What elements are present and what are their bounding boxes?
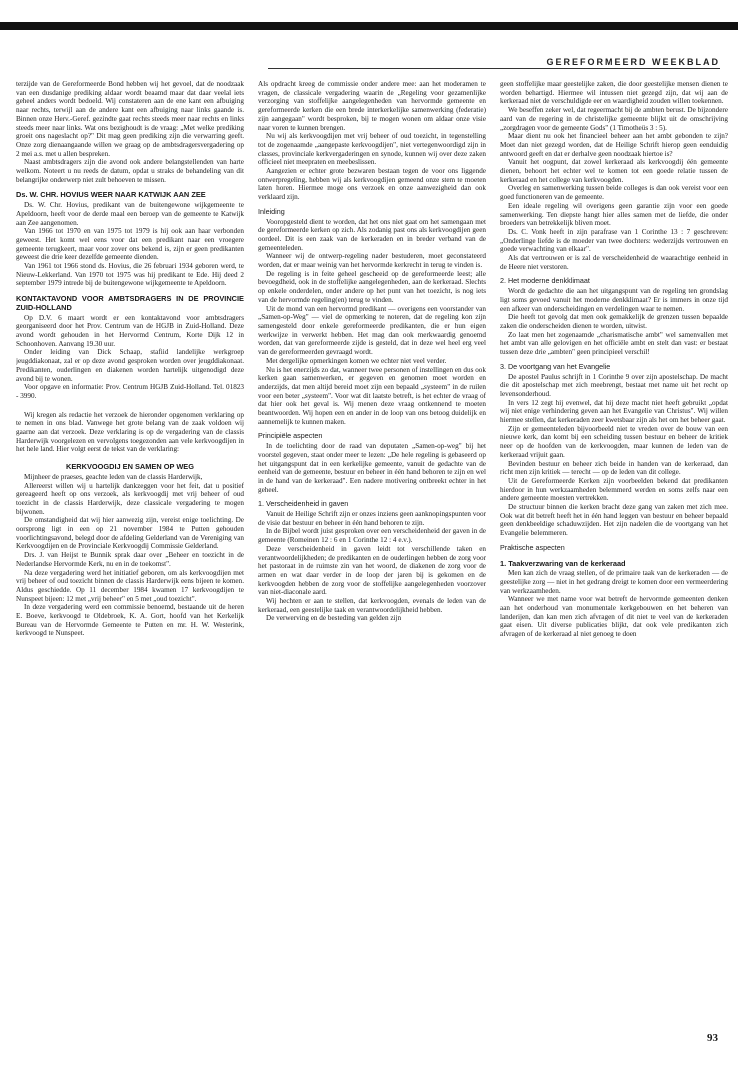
subsection-heading: 1. Taakverzwaring van de kerkeraad bbox=[500, 558, 626, 568]
paragraph: In deze vergadering werd een commissie benoemd, bestaande uit de heren E. Boeve, kerkvoogd te Oldebroek, K. A. Gort, hoofd van het Kerkelijk Bureau van de Hervormde Gemeente te Putten en mr. H. W. Westerink, kerkvoogd te Nunspeet. bbox=[16, 603, 244, 638]
section-heading: Ds. W. CHR. HOVIUS WEER NAAR KATWIJK AAN ZEE bbox=[16, 190, 206, 200]
paragraph: Vooropgesteld dient te worden, dat het ons niet gaat om het samengaan met de gereformeerde kerken op zich. Als zodanig past ons als kerkvoogdijen geen oordeel. Dit is een zaak van de kerkeraden en in breder verband van de gemeenteleden. bbox=[258, 217, 486, 252]
paragraph: Wanneer wij de ontwerp-regeling nader bestuderen, moet geconstateerd worden, dat er maar weinig van het hervormde kerkrecht in terug te vinden is. bbox=[258, 252, 486, 270]
paragraph: De omstandigheid dat wij hier aanwezig zijn, vereist enige toelichting. De oorsprong ligt in een op 21 november 1984 te Putten gehouden voorlichtingsavond, belegd door de afdeling Gelderland van de Vereniging van Kerkvoogdijen en de Provinciale Kerkvoogdij Commissie Gelderland. bbox=[16, 516, 244, 551]
paragraph: Bevinden bestuur en beheer zich beide in handen van de kerkeraad, dan richt men zijn kritiek — terecht — op de leden van dit college. bbox=[500, 459, 728, 477]
column-1 bbox=[16, 80, 244, 1040]
subsection-heading: 3. De voortgang van het Evangelie bbox=[500, 361, 611, 371]
paragraph: Nu is het enerzijds zo dat, wanneer twee personen of instellingen en dus ook kerken gaan samenwerken, er gegeven en genomen moet worden en anderzijds, dat men altijd bereid moet zijn een bepaald „systeem" in de ruilen voor een beter „systeem". Voor wat dit laatste betreft, is het echter de vraag of dat hier ook het geval is. Wij menen deze vraag ontkennend te moeten beantwoorden. Wij hopen een en ander in de loop van ons betoog duidelijk en aannemelijk te kunnen maken. bbox=[258, 365, 486, 426]
paragraph: Maar dient nu ook het financieel beheer aan het ambt gebonden te zijn? Moet dan niet gezegd worden, dat de Heilige Schrift hierop geen eenduidig antwoord geeft en dat er derhalve geen noodzaak hiertoe is? bbox=[500, 132, 728, 158]
paragraph: Als opdracht kreeg de commissie onder andere mee: aan het moderamen te vragen, de classicale vergadering waarin de „Regeling voor gezamenlijke verzorging van stoffelijke aangelegenheden van hervormde gemeente en gereformeerde kerken die een brede interkerkelijke samenwerking (federatie) zijn aangegaan" wordt besproken, bij te mogen wonen om aldaar onze visie naar voren te kunnen brengen. bbox=[258, 80, 486, 132]
paragraph: Overleg en samenwerking tussen beide colleges is dan ook vereist voor een goed functioneren van de gemeente. bbox=[500, 184, 728, 202]
paragraph: In vers 12 zegt hij evenwel, dat hij deze macht niet heeft gebruikt „opdat wij niet enige verhindering geven aan het Evangelie van Christus". Wij willen hiermee stellen, dat kerkeraden zeer kwetsbaar zijn als het om het beheer gaat. bbox=[500, 398, 728, 425]
paragraph: Nu wij als kerkvoogdijen met vrij beheer of oud toezicht, in tegenstelling tot de zogenaamde „aangepaste kerkvoogdijen", niet vertegenwoordigd zijn in classes, provinciale kerkvergaderingen en synode, kunnen wij over deze zaken officieel niet meepraten en meebeslissen. bbox=[258, 132, 486, 167]
subsection-heading: Principiële aspecten bbox=[258, 431, 323, 441]
paragraph: Wanneer we met name voor wat betreft de hervormde gemeenten denken aan het onderhoud van monumentale kerkgebouwen en het beheren van landerijen, dan kan men zich afvragen of dit niet te veel van de kerkeraden gaat eisen. Uit diverse publicaties blijkt, dat ook vele predikanten zich afvragen of de kerkeraad al niet genoeg te doen bbox=[500, 595, 728, 639]
column-3 bbox=[500, 80, 728, 1040]
column-2 bbox=[258, 80, 486, 1040]
paragraph: We beseffen zeker wel, dat regeermacht bij de ambten berust. De bijzondere aard van de regering in de christelijke gemeente blijkt uit de omschrijving „zorgdragen voor de gemeente Gods" (1 Timotheüs 3 : 5). bbox=[500, 106, 728, 132]
paragraph: Zo laat men het zogenaamde „charismatische ambt" wel samenvallen met het ambt van alle gelovigen en het officiële ambt en stelt dan vast: er bestaat tussen deze drie „ambten" geen principieel verschil! bbox=[500, 330, 728, 357]
paragraph: Een ideale regeling wil overigens geen garantie zijn voor een goede samenwerking. Ten diepste hangt hier alles samen met de liefde, die onder broeders van betrekkelijk bliven moet. bbox=[500, 201, 728, 228]
paragraph: Op D.V. 6 maart wordt er een kontaktavond voor ambtsdragers georganiseerd door het Prov. Centrum van de HGJB in Zuid-Holland. Deze avond wordt gehouden in het Hervormd Centrum, Korte Dijk 12 in Schoonhoven. Aanvang 19.30 uur. bbox=[16, 313, 244, 348]
paragraph: De regeling is in feite geheel gescheeid op de gereformeerde leest; alle bevoegdheid, ook in de stoffelijke aangelegenheden, aan de kerkeraad. Slechts op enkele onderdelen, onder andere op het punt van het toezicht, is nog iets van de hervormde regeling(en) terug te vinden. bbox=[258, 269, 486, 304]
header-rule bbox=[268, 68, 720, 69]
paragraph: De verwerving en de besteding van gelden zijn bbox=[266, 614, 402, 623]
paragraph: Men kan zich de vraag stellen, of de primaire taak van de kerkeraden — de geestelijke zorg — niet in het gedrang dreigt te komen door een vermeerdering van werkzaamheden. bbox=[500, 569, 728, 595]
paragraph: Van 1961 tot 1966 stond ds. Hovius, die 26 februari 1934 geboren werd, te Nieuw-Lekkerland. Van 1970 tot 1975 was hij predikant te Ede. Hij deed 2 september 1979 intrede bij de buitengewone wijkgemeente te Apeldoorn. bbox=[16, 262, 244, 288]
subsection-heading: 1. Verscheidenheid in gaven bbox=[258, 499, 349, 509]
publication-title: GEREFORMEERD WEEKBLAD bbox=[546, 57, 720, 67]
paragraph: Als dat vertrouwen er is zal de verscheidenheid de waarachtige eenheid in de Heere niet verstoren. bbox=[500, 254, 728, 271]
subsection-heading: Inleiding bbox=[258, 206, 285, 216]
paragraph: Ds. C. Vonk heeft in zijn parafrase van 1 Corinthe 13 : 7 geschreven: „Onderlinge liefde is de moeder van twee dochters: wederzijds vertrouwen en goede verwachting van elkaar". bbox=[500, 227, 728, 254]
paragraph: Zijn er gemeenteleden bijvoorbeeld niet te vreden over de bouw van een nieuwe kerk, dan komt bij een scheiding tussen bestuur en beheer de kritiek neer op de hoofden van de kerkvoogden, maar kunnen de leden van de kerkeraad vrijuit gaan. bbox=[500, 424, 728, 459]
paragraph: Naast ambtsdragers zijn die avond ook andere belangstellenden van harte welkom. Noteert u nu reeds de datum, opdat u straks de behandeling van dit belangrijke onderwerp niet zult behoeven te missen. bbox=[16, 158, 244, 184]
paragraph: Met dergelijke opmerkingen komen we echter niet veel verder. bbox=[266, 356, 447, 365]
section-heading: KONTAKTAVOND VOOR AMBTSDRAGERS IN DE PROVINCIE ZUID-HOLLAND bbox=[16, 294, 244, 312]
paragraph: In de toelichting door de raad van deputaten „Samen-op-weg" bij het voorstel gegeven, staat onder meer te lezen: „De hele regeling is gebaseerd op het uitgangspunt dat in een kerkelijke gemeente, vanuit de gedachte van de eenheid van de gemeente, bestuur en beheer in één hand behoren te zijn en wel in de hand van de kerkeraad". Een nadere motivering ontbreekt echter in het geheel. bbox=[258, 442, 486, 494]
paragraph: Uit de Gereformeerde Kerken zijn voorbeelden bekend dat predikanten hierdoor in hun werkzaamheden belemmerd werden en soms zelfs naar een andere gemeente moesten vertrekken. bbox=[500, 476, 728, 503]
paragraph: Vanuit de Heilige Schrift zijn er onzes inziens geen aanknopingspunten voor de visie dat bestuur en beheer in één hand behoren te zijn. bbox=[258, 510, 486, 527]
page-number: 93 bbox=[707, 1032, 718, 1044]
paragraph: Uit de mond van een hervormd predikant — overigens een voorstander van „Samen-op-Weg" — viel de opmerking te noteren, dat de regeling kon zijn samengesteld door enkele gereformeerde predikanten, die er hun eigen werkwijze in verwerkt hebben. Het mag dan ook merkwaardig genoemd worden, dat van gereformeerde zijde is gesteld, dat in deze wel heel erg veel van de gereformeerden gevraagd wordt. bbox=[258, 304, 486, 357]
top-border-bar bbox=[0, 22, 738, 30]
paragraph: Deze verscheidenheid in gaven leidt tot verschillende taken en verantwoordelijkheden; de predikanten en de ouderlingen hebben de zorg voor het pastoraat in de ruimste zin van het woord, de diakenen de zorg voor de armen en wat daar verder in de loop der jaren bij is gekomen en de kerkvoogden hebben de zorg voor de stoffelijke aangelegenheden voorzover van niet-diaconale aard. bbox=[258, 544, 486, 597]
subsection-heading: Praktische aspecten bbox=[500, 542, 565, 552]
paragraph: Na deze vergadering werd het initiatief geboren, om als kerkvoogdijen met vrij beheer of oud toezicht binnen de classis Harderwijk eens bijeen te komen. Aldus geschiedde. Op 11 december 1984 kwamen 17 kerkvoogdijen te Nunspeet bijeen: 12 met „vrij beheer" en 5 met „oud toezicht". bbox=[16, 568, 244, 603]
paragraph: Wij hechten er aan te stellen, dat kerkvoogden, evenals de leden van de kerkeraad, een geestelijke taak en verantwoordelijkheid hebben. bbox=[258, 597, 486, 614]
paragraph: Drs. J. van Heijst te Bunnik sprak daar over „Beheer en toezicht in de Nederlandse Hervormde Kerk, nu en in de toekomst". bbox=[16, 551, 244, 568]
paragraph: Die heeft tot gevolg dat men ook gemakkelijk de grenzen tussen bepaalde zaken die onderscheiden dienen te worden, uitwist. bbox=[500, 313, 728, 330]
paragraph: Vanuit het oogpunt, dat zowel kerkeraad als kerkvoogdij één gemeente dienen, behoort het echter wel te komen tot een goede relatie tussen de kerkeraad en het college van kerkvoogden. bbox=[500, 158, 728, 184]
paragraph: Wordt de gedachte die aan het uitgangspunt van de regeling ten grondslag ligt soms gevoed vanuit het moderne denkklimaat? Er is immers in onze tijd een afkeer van onderscheidingen en verdelingen waar te nemen. bbox=[500, 287, 728, 313]
paragraph: Onder leiding van Dick Schaap, stafiid landelijke werkgroep jeugddiakonaat, zal er op deze avond gesproken worden over jeugddiakonaat. Predikanten, ouderlingen en diakenen worden hartelijk uitgenodigd deze avond bij te wonen. bbox=[16, 348, 244, 383]
paragraph: De structuur binnen die kerken bracht deze gang van zaken met zich mee. Ook wat dit betreft heeft het in één hand leggen van bestuur en beheer bepaald geen denkbeeldige schaduwzijden. Het zijn nadelen die de voortgang van het Evangelie belemmeren. bbox=[500, 503, 728, 538]
paragraph: Aangezien er echter grote bezwaren bestaan tegen de voor ons liggende ontwerpregeling, hebben wij als kerkvoogdijen gemeend onze stem te moeten laten horen. Hiermee moge ons verzoek en onze aanwezigheid dan ook verklaard zijn. bbox=[258, 167, 486, 202]
paragraph: Wij kregen als redactie het verzoek de hieronder opgenomen verklaring op te nemen in ons blad. Vanwege het grote belang van de zaak voldoen wij gaarne aan dat verzoek. Deze verklaring is op de vergadering van de classis Harderwijk voorgelezen en vervolgens toegezonden aan vele kerkvoogdijen in het hele land. Hier volgt eerst de tekst van de verklaring: bbox=[16, 410, 244, 454]
paragraph: Allereerst willen wij u hartelijk dankzeggen voor het feit, dat u positief gereageerd heeft op ons verzoek, als kerkvoogdij met vrij beheer of oud toezicht in de classis Harderwijk, deze classicale vergadering te mogen bijwonen. bbox=[16, 481, 244, 516]
subsection-heading: 2. Het moderne denkklimaat bbox=[500, 276, 590, 286]
paragraph: Van 1966 tot 1970 en van 1975 tot 1979 is hij ook aan haar verbonden geweest. Het komt wel eens voor dat een predikant naar een vroegere gemeente terugkeert, maar voor zover ons bekend is, zijn er geen predikanten geweest die drie keer dezelfde gemeente dienden. bbox=[16, 227, 244, 262]
paragraph: Ds. W. Chr. Hovius, predikant van de buitengewone wijkgemeente te Apeldoorn, heeft voor de derde maal een beroep van de gemeente te Katwijk aan Zee aangenomen. bbox=[16, 201, 244, 227]
paragraph: Voor opgave en informatie: Prov. Centrum HGJB Zuid-Holland. Tel. 01823 - 3990. bbox=[16, 383, 244, 400]
paragraph: De apostel Paulus schrijft in 1 Corinthe 9 over zijn apostelschap. De macht die dit apostelschap met zich meebrengt, bestaat met name uit het recht op levensonderhoud. bbox=[500, 372, 728, 398]
spacer bbox=[16, 401, 244, 411]
article-title: KERKVOOGDIJ EN SAMEN OP WEG bbox=[66, 462, 194, 472]
paragraph: In de Bijbel wordt juist gesproken over een verscheidenheid der gaven in de gemeente (Romeinen 12 : 6 en 1 Corinthe 12 : 4 e.v.). bbox=[258, 527, 486, 545]
paragraph: Mijnheer de praeses, geachte leden van de classis Harderwijk, bbox=[24, 472, 203, 481]
paragraph: terzijde van de Gereformeerde Bond hebben wij het gevoel, dat de noodzaak van een dusdanige prediking aldaar wordt beaamd maar dat daar veelal iets geheel anders wordt bedoeld. Wij constateren aan de ene kant een afbuiging naar rechts, terwijl aan de andere kant een afbuiging naar links gaande is. Binnen onze Herv.-Geref. gezindte gaat rechts steeds meer naar rechts en links steeds meer naar links. Wat ons bezighoudt is de vraag: „Met welke prediking groeit ons nageslacht op?" Dit mag geen prediking zijn die verwarring geeft. Onze zorg dienaangaande willen we graag op de ambtsdragersvergadering op 2 mei a.s. met u allen bespreken. bbox=[16, 80, 244, 158]
paragraph: geen stoffelijke maar geestelijke zaken, die door geestelijke mensen dienen te worden behartigd. Hiermee wil intussen niet gezegd zijn, dat wij aan de kerkeraad niet de verschuldigde eer en waardigheid zouden willen toekennen. bbox=[500, 80, 728, 106]
